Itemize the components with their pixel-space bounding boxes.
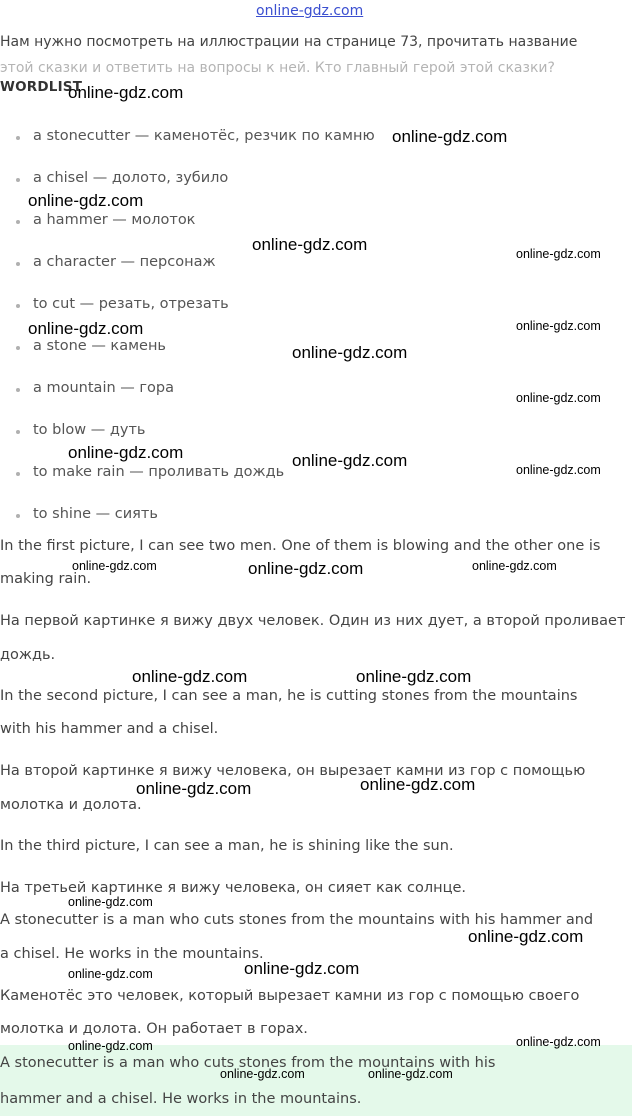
paragraph-line: In the second picture, I can see a man, he is cutting stones from the mountains bbox=[0, 688, 578, 704]
watermark: online-gdz.com bbox=[356, 667, 472, 686]
list-item: to shine — сиять bbox=[33, 506, 158, 522]
site-link[interactable]: online-gdz.com bbox=[256, 3, 364, 19]
watermark: online-gdz.com bbox=[136, 779, 252, 798]
watermark: online-gdz.com bbox=[392, 127, 508, 146]
list-item: a chisel — долото, зубило bbox=[33, 170, 229, 186]
bullet bbox=[16, 430, 20, 434]
paragraph-line: hammer and a chisel. He works in the mountains. bbox=[0, 1091, 362, 1107]
bullet bbox=[16, 178, 20, 182]
paragraph-line: A stonecutter is a man who cuts stones from the mountains with his hammer and bbox=[0, 912, 594, 928]
bullet bbox=[16, 388, 20, 392]
paragraph-line: На третьей картинке я вижу человека, он сияет как солнце. bbox=[0, 880, 466, 896]
watermark: online-gdz.com bbox=[292, 343, 408, 362]
intro-text: Нам нужно посмотреть на иллюстрации на странице 73, прочитать название bbox=[0, 34, 578, 50]
bullet bbox=[16, 346, 20, 350]
watermark: online-gdz.com bbox=[68, 967, 153, 981]
paragraph-line: a chisel. He works in the mountains. bbox=[0, 946, 264, 962]
list-item: a character — персонаж bbox=[33, 254, 216, 270]
paragraph-line: making rain. bbox=[0, 571, 92, 587]
paragraph-line: In the first picture, I can see two men. One of them is blowing and the other one is bbox=[0, 538, 601, 554]
watermark: online-gdz.com bbox=[472, 559, 557, 573]
watermark: online-gdz.com bbox=[68, 83, 184, 102]
paragraph-line: In the third picture, I can see a man, he is shining like the sun. bbox=[0, 838, 454, 854]
watermark: online-gdz.com bbox=[516, 391, 601, 405]
watermark: online-gdz.com bbox=[28, 319, 144, 338]
watermark: online-gdz.com bbox=[244, 959, 360, 978]
bullet bbox=[16, 136, 20, 140]
watermark: online-gdz.com bbox=[220, 1067, 305, 1081]
paragraph-line: A stonecutter is a man who cuts stones from the mountains with his bbox=[0, 1055, 496, 1071]
watermark: online-gdz.com bbox=[360, 775, 476, 794]
paragraph-line: Каменотёс это человек, который вырезает камни из гор с помощью своего bbox=[0, 988, 580, 1004]
paragraph-line: На первой картинке я вижу двух человек. Один из них дует, а второй проливает bbox=[0, 613, 626, 629]
watermark: online-gdz.com bbox=[68, 1039, 153, 1053]
watermark: online-gdz.com bbox=[252, 235, 368, 254]
paragraph-line: На второй картинке я вижу человека, он вырезает камни из гор с помощью bbox=[0, 763, 586, 779]
list-item: a stone — камень bbox=[33, 338, 166, 354]
watermark: online-gdz.com bbox=[68, 895, 153, 909]
watermark: online-gdz.com bbox=[132, 667, 248, 686]
paragraph-line: молотка и долота. Он работает в горах. bbox=[0, 1021, 308, 1037]
watermark: online-gdz.com bbox=[516, 463, 601, 477]
wordlist-title: WORDLIST bbox=[0, 79, 83, 95]
watermark: online-gdz.com bbox=[248, 559, 364, 578]
list-item: to blow — дуть bbox=[33, 422, 146, 438]
watermark: online-gdz.com bbox=[72, 559, 157, 573]
watermark: online-gdz.com bbox=[516, 247, 601, 261]
list-item: to cut — резать, отрезать bbox=[33, 296, 229, 312]
bullet bbox=[16, 304, 20, 308]
paragraph-line: молотка и долота. bbox=[0, 797, 142, 813]
bullet bbox=[16, 472, 20, 476]
list-item: to make rain — проливать дождь bbox=[33, 464, 285, 480]
watermark: online-gdz.com bbox=[468, 927, 584, 946]
watermark: online-gdz.com bbox=[516, 319, 601, 333]
bullet bbox=[16, 262, 20, 266]
watermark: online-gdz.com bbox=[292, 451, 408, 470]
bullet bbox=[16, 220, 20, 224]
watermark: online-gdz.com bbox=[28, 191, 144, 210]
intro-cut-line: этой сказки и ответить на вопросы к ней. Кто главный герой этой сказки? bbox=[0, 60, 555, 76]
list-item: a stonecutter — каменотёс, резчик по камню bbox=[33, 128, 375, 144]
watermark: online-gdz.com bbox=[516, 1035, 601, 1049]
paragraph-line: дождь. bbox=[0, 647, 56, 663]
paragraph-line: with his hammer and a chisel. bbox=[0, 721, 219, 737]
list-item: a mountain — гора bbox=[33, 380, 174, 396]
bullet bbox=[16, 514, 20, 518]
list-item: a hammer — молоток bbox=[33, 212, 196, 228]
watermark: online-gdz.com bbox=[68, 443, 184, 462]
watermark: online-gdz.com bbox=[368, 1067, 453, 1081]
